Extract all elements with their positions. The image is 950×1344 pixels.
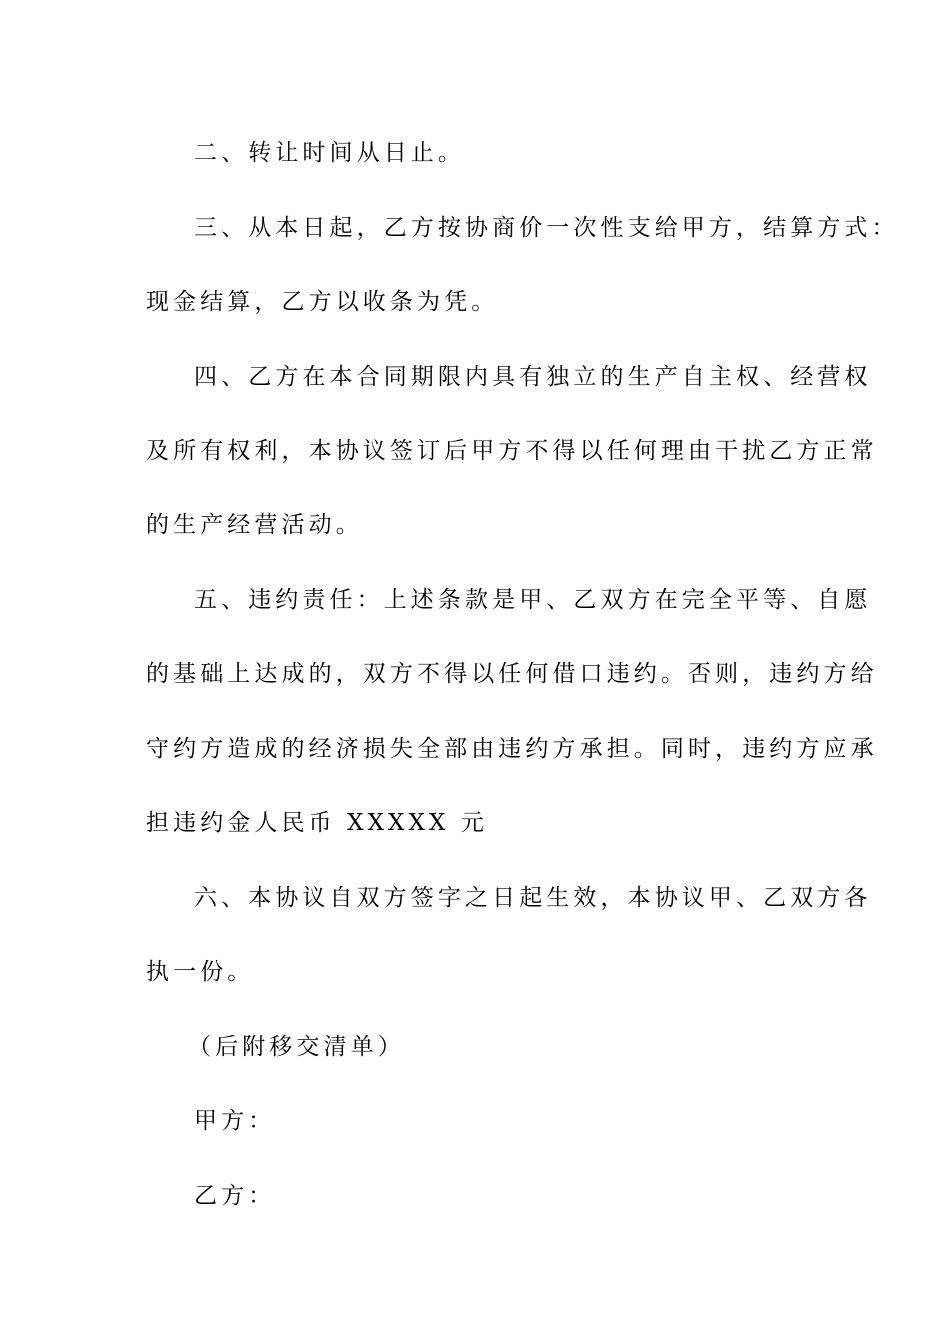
clause-5-line-2: 的基础上达成的，双方不得以任何借口违约。否则，违约方给 [146,661,878,687]
clause-4-line-1: 四、乙方在本合同期限内具有独立的生产自主权、经营权 [194,364,872,390]
clause-5-line-4: 担违约金人民币 XXXXX 元 [146,810,488,836]
party-b-signature-label: 乙方： [194,1183,276,1209]
clause-3-line-2: 现金结算，乙方以收条为凭。 [146,289,499,315]
clause-3-line-1: 三、从本日起，乙方按协商价一次性支给甲方，结算方式： [194,215,899,241]
clause-4-line-3: 的生产经营活动。 [146,512,363,538]
clause-2-line-1: 二、转让时间从日止。 [194,140,465,166]
clause-6-line-1: 六、本协议自双方签字之日起生效，本协议甲、乙双方各 [194,885,872,911]
party-a-signature-label: 甲方： [194,1108,276,1134]
clause-5-line-3: 守约方造成的经济损失全部由违约方承担。同时，违约方应承 [146,736,878,762]
attachment-note: （后附移交清单） [188,1034,405,1060]
clause-5-line-1: 五、违约责任：上述条款是甲、乙双方在完全平等、自愿 [194,587,872,613]
clause-4-line-2: 及所有权利，本协议签订后甲方不得以任何理由干扰乙方正常 [146,438,878,464]
clause-6-line-2: 执一份。 [146,959,255,985]
